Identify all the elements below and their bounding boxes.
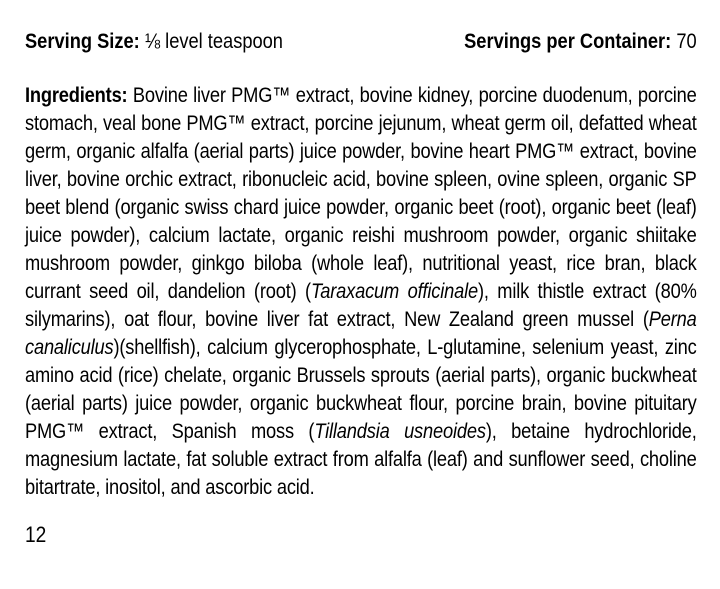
serving-size-label: Serving Size: — [25, 30, 140, 53]
label-content — [25, 30, 697, 547]
servings-per-container-value: 70 — [676, 30, 697, 53]
servings-per-container — [464, 30, 697, 54]
ingredients-text: Bovine liver PMG™ extract, bovine kidney, porcine duodenum, porcine stomach, veal bone PMG™ extract, porcine jejunum, wheat germ oil, defatted wheat germ, organic alfalfa (aerial parts) juice powder, bovine heart PMG™ extract, bovine liver, bovine orchic extract, ribonucleic acid, bovine spleen, ovine spleen, organic SP beet blend (organic swiss chard juice powder, organic beet (root), organic beet (leaf) juice powder), calcium lactate, organic reishi mushroom powder, organic shiitake mushroom powder, ginkgo biloba (whole leaf), nutritional yeast, rice bran, black currant seed oil, dandelion (root) (Taraxacum officinale), milk thistle extract (80% silymarins), oat flour, bovine liver fat extract, New Zealand green mussel (Perna canaliculus)(shellfish), calcium glycerophosphate, L-glutamine, selenium yeast, zinc amino acid (rice) chelate, organic Brussels sprouts (aerial parts), organic buckwheat (aerial parts) juice powder, organic buckwheat flour, porcine brain, bovine pituitary PMG™ extract, Spanish moss (Tillandsia usneoides), betaine hydrochloride, magnesium lactate, fat soluble extract from alfalfa (leaf) and sunflower seed, choline bitartrate, inositol, and ascorbic acid. — [25, 84, 697, 499]
ingredients-label: Ingredients: — [25, 84, 128, 107]
ingredients-paragraph — [25, 82, 697, 502]
page-number: 12 — [25, 522, 47, 547]
serving-size — [25, 30, 283, 54]
serving-info-row — [25, 30, 697, 54]
serving-size-value: ⅛ level teaspoon — [144, 30, 283, 53]
servings-per-container-label: Servings per Container: — [464, 30, 672, 53]
